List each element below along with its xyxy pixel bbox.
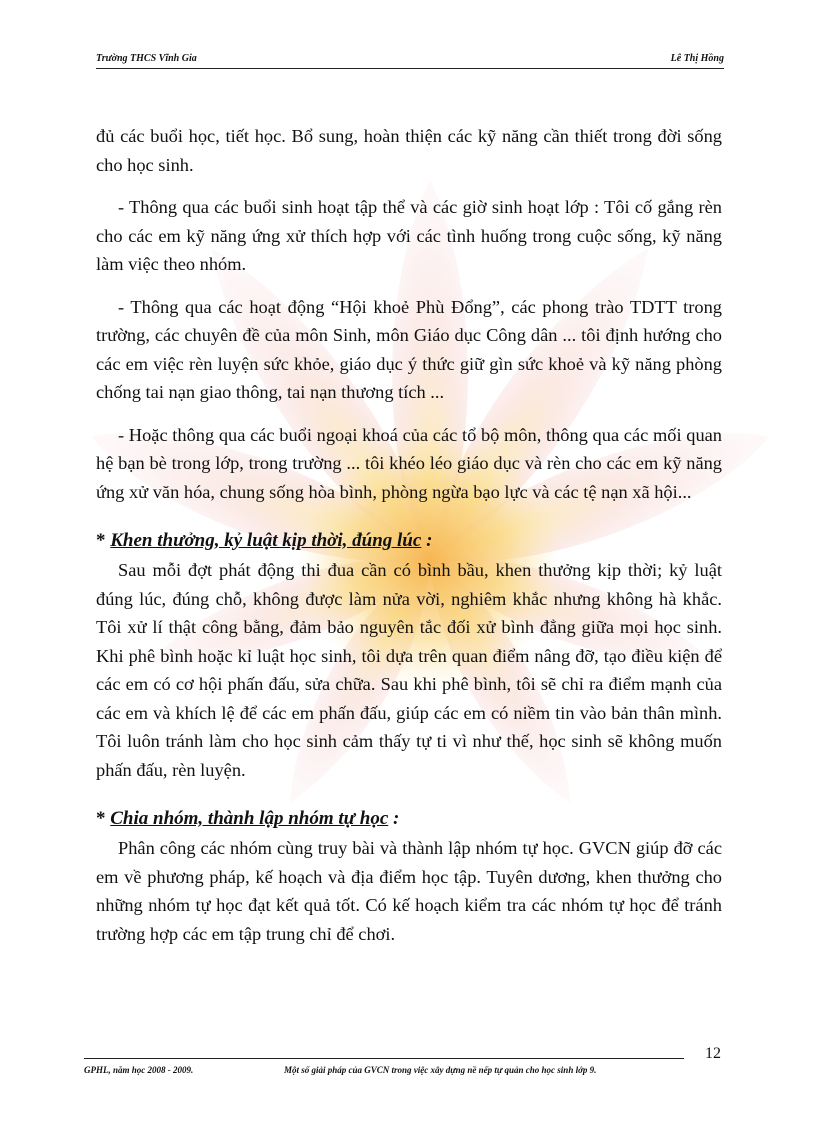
section-heading-groups <box>96 804 722 834</box>
heading-suffix: : <box>426 530 433 551</box>
heading-title: Chia nhóm, thành lập nhóm tự học <box>110 808 389 829</box>
section-heading-rewards <box>96 526 722 556</box>
bullet-paragraph-2: - Thông qua các hoạt động “Hội khoẻ Phù Đổng”, các phong trào TDTT trong trường, các chuyên đề của môn Sinh, môn Giáo dục Công dân ... tôi định hướng cho các em việc rèn luyện sức khỏe, giáo dục ý thức giữ gìn sức khoẻ và kỹ năng phòng chống tai nạn giao thông, tai nạn thương tích ... <box>96 296 722 402</box>
page-header <box>96 52 724 69</box>
page-footer <box>84 1058 684 1075</box>
document-body <box>96 122 722 948</box>
header-author: Lê Thị Hồng <box>670 53 724 64</box>
bullet-paragraph-3: - Hoặc thông qua các buổi ngoại khoá của các tổ bộ môn, thông qua các mối quan hệ bạn bè trong lớp, trong trường ... tôi khéo léo giáo dục và rèn cho các em kỹ năng ứng xử văn hóa, chung sống hòa bình, phòng ngừa bạo lực và các tệ nạn xã hội... <box>96 424 722 502</box>
heading-title: Khen thưởng, kỷ luật kịp thời, đúng lúc <box>110 530 422 551</box>
heading-suffix: : <box>393 808 400 829</box>
paragraph-continuation: đủ các buổi học, tiết học. Bổ sung, hoàn thiện các kỹ năng cần thiết trong đời sống cho học sinh. <box>96 126 722 175</box>
section-body-rewards: Sau mỗi đợt phát động thi đua cần có bình bầu, khen thưởng kịp thời; kỷ luật đúng lúc, đúng chỗ, không được làm nửa vời, nghiêm khắc nhưng không hà khắc. Tôi xử lí thật công bằng, đảm bảo nguyên tắc đối xử bình đẳng giữa mọi học sinh. Khi phê bình hoặc kỉ luật học sinh, tôi dựa trên quan điểm nâng đỡ, tạo điều kiện để các em có cơ hội phấn đấu, sửa chữa. Sau khi phê bình, tôi sẽ chỉ ra điểm mạnh của các em và khích lệ để các em phấn đấu, giúp các em có niềm tin vào bản thân mình. Tôi luôn tránh làm cho học sinh cảm thấy tự ti vì như thế, học sinh sẽ không muốn phấn đấu, rèn luyện. <box>96 560 722 780</box>
footer-title: Một số giải pháp của GVCN trong việc xây dựng nề nếp tự quản cho học sinh lớp 9. <box>284 1065 597 1075</box>
heading-marker: * <box>96 808 106 829</box>
header-school: Trường THCS Vĩnh Gia <box>96 53 197 64</box>
bullet-paragraph-1: - Thông qua các buổi sinh hoạt tập thể và các giờ sinh hoạt lớp : Tôi cố gắng rèn cho các em kỹ năng ứng xử thích hợp với các tình huống trong cuộc sống, kỹ năng làm việc theo nhóm. <box>96 197 722 274</box>
footer-year: GPHL, năm học 2008 - 2009. <box>84 1065 194 1075</box>
heading-marker: * <box>96 530 106 551</box>
page-number: 12 <box>705 1045 721 1062</box>
section-body-groups: Phân công các nhóm cùng truy bài và thành lập nhóm tự học. GVCN giúp đỡ các em về phương pháp, kế hoạch và địa điểm học tập. Tuyên dương, khen thưởng cho những nhóm tự học đạt kết quả tốt. Có kế hoạch kiểm tra các nhóm tự học để tránh trường hợp các em tập trung chỉ để chơi. <box>96 838 722 944</box>
